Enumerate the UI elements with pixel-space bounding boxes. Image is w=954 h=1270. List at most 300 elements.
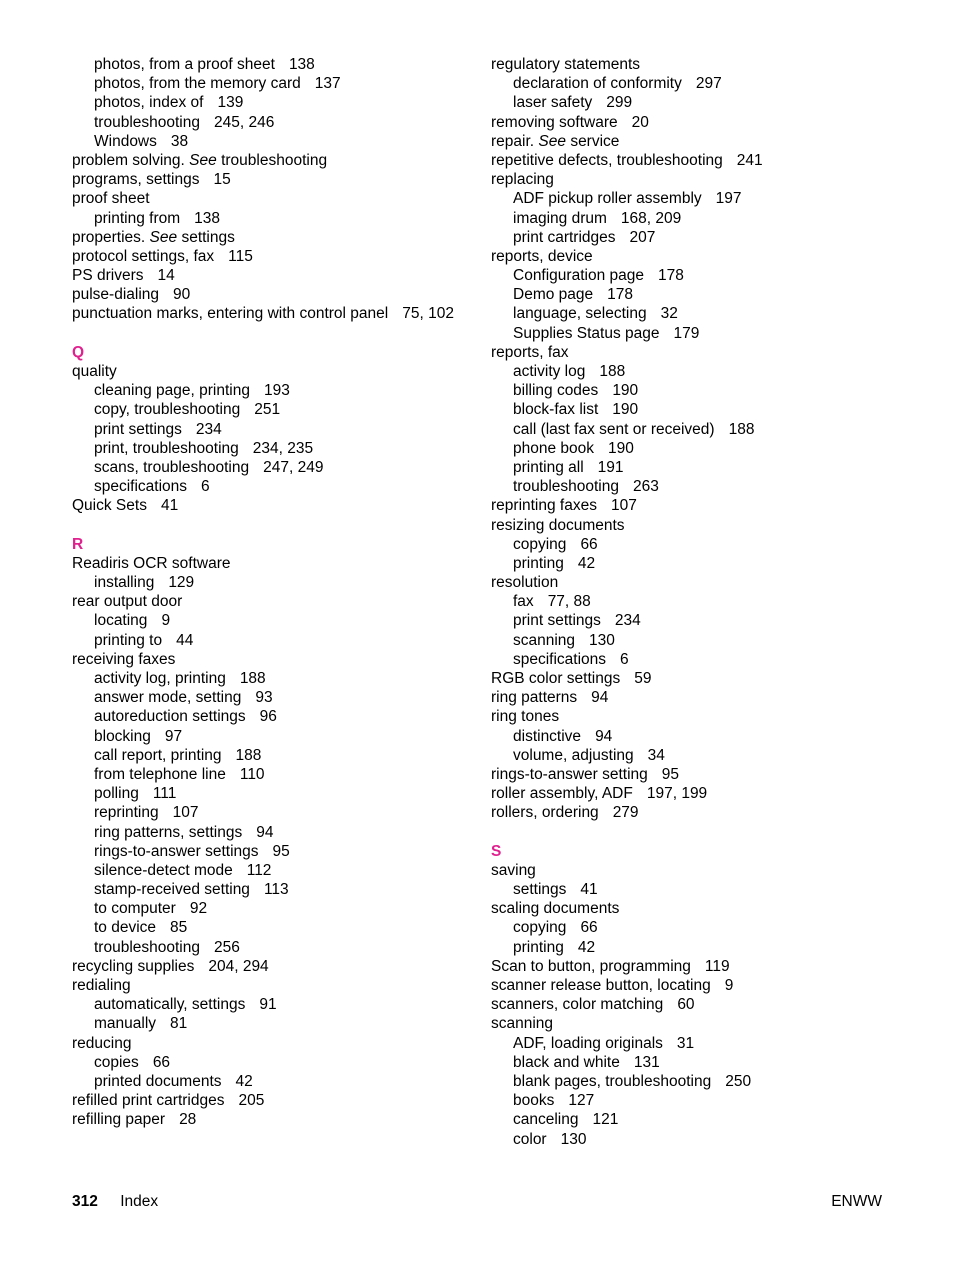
index-term: print cartridges bbox=[513, 228, 616, 246]
index-term: PS drivers bbox=[72, 267, 144, 285]
index-term: scanning bbox=[491, 1015, 554, 1033]
page-reference: 107 bbox=[610, 497, 637, 515]
index-entry bbox=[72, 304, 472, 323]
index-term: Configuration page bbox=[513, 267, 644, 285]
index-term: print settings bbox=[513, 612, 601, 630]
page-reference: 66 bbox=[580, 919, 598, 937]
index-entry bbox=[491, 861, 911, 880]
index-term: rings-to-answer setting bbox=[491, 765, 648, 783]
index-entry bbox=[491, 899, 911, 918]
index-entry bbox=[491, 765, 911, 784]
index-term: activity log, printing bbox=[94, 670, 226, 687]
index-subentry bbox=[491, 439, 911, 458]
index-term: saving bbox=[491, 861, 536, 879]
index-term: volume, adjusting bbox=[513, 746, 634, 764]
index-term: books bbox=[513, 1092, 555, 1110]
index-term: replacing bbox=[491, 171, 554, 189]
page-reference: 188 bbox=[728, 420, 755, 438]
index-subentry bbox=[72, 132, 472, 151]
page-reference: 41 bbox=[160, 497, 179, 515]
letter-heading: Q bbox=[72, 343, 85, 361]
see-reference-label: See bbox=[189, 151, 217, 169]
index-term: distinctive bbox=[513, 727, 582, 745]
index-term: repair. bbox=[491, 132, 535, 150]
index-subentry bbox=[491, 400, 911, 419]
page-reference: 197, 199 bbox=[646, 785, 708, 803]
page-reference: 94 bbox=[591, 689, 609, 707]
index-subentry bbox=[72, 113, 472, 132]
index-entry bbox=[72, 247, 472, 266]
page-reference: 44 bbox=[176, 631, 194, 649]
index-subentry bbox=[72, 746, 472, 765]
index-subentry bbox=[491, 420, 911, 439]
index-subentry bbox=[72, 803, 472, 822]
index-term: installing bbox=[94, 574, 155, 592]
index-term: refilled print cartridges bbox=[72, 1092, 225, 1110]
index-entry bbox=[72, 228, 472, 247]
index-entry bbox=[491, 573, 911, 592]
index-entry bbox=[491, 55, 911, 74]
index-term: printing from bbox=[94, 209, 181, 227]
index-subentry bbox=[491, 650, 911, 669]
page-reference: 190 bbox=[612, 382, 639, 400]
index-term: language, selecting bbox=[513, 305, 647, 323]
index-subentry bbox=[491, 1034, 911, 1053]
index-subentry bbox=[72, 1053, 472, 1072]
page-reference: 131 bbox=[633, 1053, 660, 1071]
index-subentry bbox=[72, 727, 472, 746]
page-reference: 6 bbox=[620, 650, 629, 668]
index-term: roller assembly, ADF bbox=[491, 785, 633, 803]
index-term: copying bbox=[513, 919, 567, 937]
page-reference: 138 bbox=[194, 209, 221, 227]
index-term: properties. bbox=[72, 228, 146, 246]
index-entry bbox=[72, 362, 472, 381]
index-entry bbox=[491, 1014, 911, 1033]
index-term: manually bbox=[94, 1015, 157, 1033]
index-subentry bbox=[491, 304, 911, 323]
index-term: printing to bbox=[94, 631, 163, 649]
page-reference: 95 bbox=[272, 842, 290, 860]
index-subentry bbox=[491, 1091, 911, 1110]
page-number: 312 bbox=[72, 1193, 98, 1210]
page-reference: 247, 249 bbox=[263, 458, 324, 476]
index-entry bbox=[491, 151, 911, 170]
index-subentry bbox=[491, 554, 911, 573]
index-column-left bbox=[72, 55, 472, 1130]
index-term: ADF pickup roller assembly bbox=[513, 190, 702, 208]
page-reference: 91 bbox=[259, 996, 277, 1014]
index-entry bbox=[491, 170, 911, 189]
page-reference: 139 bbox=[217, 94, 244, 112]
index-term: scaling documents bbox=[491, 900, 620, 918]
index-subentry bbox=[491, 1053, 911, 1072]
page-reference: 90 bbox=[173, 286, 191, 304]
page-reference: 112 bbox=[246, 861, 272, 879]
page-reference: 94 bbox=[595, 727, 613, 745]
index-subentry bbox=[491, 592, 911, 611]
index-entry bbox=[491, 113, 911, 132]
index-subentry bbox=[72, 477, 472, 496]
index-subentry bbox=[491, 727, 911, 746]
index-entry bbox=[72, 976, 472, 995]
page-reference: 59 bbox=[634, 670, 652, 687]
index-term: printing all bbox=[513, 458, 584, 476]
index-term: ADF, loading originals bbox=[513, 1034, 663, 1052]
index-term: troubleshooting bbox=[513, 478, 619, 496]
index-term: Supplies Status page bbox=[513, 324, 660, 342]
page-reference: 207 bbox=[629, 228, 656, 246]
page-reference: 129 bbox=[168, 574, 195, 592]
index-subentry bbox=[72, 631, 472, 650]
index-term: photos, index of bbox=[94, 94, 204, 112]
index-term: scanner release button, locating bbox=[491, 977, 711, 994]
see-reference-target: troubleshooting bbox=[221, 151, 328, 169]
index-subentry bbox=[72, 938, 472, 957]
page-footer bbox=[72, 1192, 882, 1212]
page-reference: 92 bbox=[189, 900, 208, 918]
page-reference: 251 bbox=[254, 401, 281, 419]
page-reference: 297 bbox=[695, 75, 722, 93]
page-reference: 85 bbox=[170, 919, 188, 937]
page-reference: 6 bbox=[201, 478, 210, 496]
index-term: reprinting faxes bbox=[491, 497, 597, 515]
see-reference-target: service bbox=[570, 132, 620, 150]
index-subentry bbox=[72, 669, 472, 688]
index-term: copy, troubleshooting bbox=[94, 401, 241, 419]
page-reference: 66 bbox=[580, 535, 598, 553]
page-reference: 32 bbox=[660, 305, 678, 323]
index-term: copies bbox=[94, 1053, 139, 1071]
index-term: silence-detect mode bbox=[94, 861, 233, 879]
index-subentry bbox=[491, 1072, 911, 1091]
index-term: reprinting bbox=[94, 804, 159, 822]
index-entry bbox=[491, 976, 911, 995]
index-entry bbox=[491, 496, 911, 515]
page-reference: 97 bbox=[164, 727, 183, 745]
index-subentry bbox=[72, 1072, 472, 1091]
index-subentry bbox=[72, 823, 472, 842]
index-term: reducing bbox=[72, 1034, 132, 1052]
page-reference: 28 bbox=[179, 1111, 197, 1129]
page-reference: 41 bbox=[580, 881, 598, 899]
page-reference: 241 bbox=[736, 151, 763, 169]
index-entry bbox=[72, 554, 472, 573]
index-subentry bbox=[72, 707, 472, 726]
index-term: proof sheet bbox=[72, 190, 150, 208]
index-term: autoreduction settings bbox=[94, 708, 246, 726]
index-term: Scan to button, programming bbox=[491, 957, 691, 975]
index-entry bbox=[72, 592, 472, 611]
page-reference: 93 bbox=[255, 689, 273, 707]
index-term: phone book bbox=[513, 439, 595, 457]
page-reference: 204, 294 bbox=[208, 957, 269, 975]
page-reference: 168, 209 bbox=[620, 209, 682, 227]
page-reference: 107 bbox=[172, 804, 199, 822]
index-entry bbox=[491, 957, 911, 976]
index-subentry bbox=[491, 74, 911, 93]
index-subentry bbox=[72, 209, 472, 228]
page-reference: 256 bbox=[214, 938, 240, 956]
index-term: quality bbox=[72, 363, 117, 380]
index-subentry bbox=[72, 458, 472, 477]
index-entry bbox=[72, 285, 472, 304]
page-reference: 263 bbox=[633, 478, 659, 496]
page-reference: 38 bbox=[170, 132, 189, 150]
index-entry bbox=[72, 957, 472, 976]
index-term: reports, fax bbox=[491, 343, 569, 361]
index-term: imaging drum bbox=[513, 209, 607, 227]
index-subentry bbox=[491, 1110, 911, 1129]
section-gap bbox=[72, 324, 472, 343]
index-entry bbox=[491, 669, 911, 688]
page-reference: 234, 235 bbox=[252, 439, 314, 457]
index-subentry bbox=[491, 458, 911, 477]
index-subentry bbox=[491, 362, 911, 381]
index-term: regulatory statements bbox=[491, 56, 641, 73]
page-reference: 137 bbox=[314, 75, 341, 93]
index-entry bbox=[491, 803, 911, 822]
index-term: Quick Sets bbox=[72, 497, 147, 515]
page-reference: 178 bbox=[658, 267, 684, 285]
index-entry bbox=[72, 266, 472, 285]
index-term: ring tones bbox=[491, 708, 560, 726]
index-term: recycling supplies bbox=[72, 957, 195, 975]
index-term: specifications bbox=[513, 650, 607, 668]
page-reference: 20 bbox=[631, 113, 649, 131]
index-term: repetitive defects, troubleshooting bbox=[491, 151, 723, 169]
page-reference: 190 bbox=[608, 439, 634, 457]
index-entry bbox=[72, 170, 472, 189]
index-subentry bbox=[72, 899, 472, 918]
index-term: printing bbox=[513, 554, 564, 572]
page-reference: 121 bbox=[592, 1111, 619, 1129]
page-reference: 42 bbox=[577, 938, 596, 956]
index-term: problem solving. bbox=[72, 151, 185, 169]
page-reference: 113 bbox=[263, 881, 289, 899]
page-reference: 130 bbox=[589, 631, 615, 649]
page-reference: 188 bbox=[235, 746, 262, 764]
index-term: laser safety bbox=[513, 94, 593, 112]
section-label: Index bbox=[120, 1193, 159, 1210]
index-term: from telephone line bbox=[94, 765, 226, 783]
index-term: declaration of conformity bbox=[513, 75, 682, 93]
index-subentry bbox=[491, 209, 911, 228]
page-reference: 197 bbox=[715, 190, 742, 208]
index-subentry bbox=[72, 765, 472, 784]
index-term: photos, from a proof sheet bbox=[94, 56, 275, 73]
index-term: reports, device bbox=[491, 247, 593, 265]
index-subentry bbox=[491, 381, 911, 400]
index-term: black and white bbox=[513, 1053, 620, 1071]
index-term: rollers, ordering bbox=[491, 804, 599, 822]
index-entry bbox=[491, 247, 911, 266]
index-subentry bbox=[72, 93, 472, 112]
letter-heading: S bbox=[491, 842, 502, 860]
index-entry bbox=[491, 132, 911, 151]
index-subentry bbox=[491, 477, 911, 496]
index-subentry bbox=[491, 285, 911, 304]
page-reference: 96 bbox=[259, 708, 277, 726]
index-subentry bbox=[491, 266, 911, 285]
index-subentry bbox=[72, 1014, 472, 1033]
page-reference: 75, 102 bbox=[402, 305, 454, 323]
index-term: to computer bbox=[94, 900, 176, 918]
index-subentry bbox=[72, 918, 472, 937]
page-reference: 94 bbox=[256, 823, 274, 841]
index-term: ring patterns bbox=[491, 689, 578, 707]
page-reference: 95 bbox=[661, 765, 680, 783]
index-entry bbox=[491, 343, 911, 362]
page-reference: 60 bbox=[677, 996, 695, 1014]
index-term: scans, troubleshooting bbox=[94, 458, 250, 476]
index-term: redialing bbox=[72, 977, 131, 994]
index-subentry bbox=[491, 611, 911, 630]
page-reference: 81 bbox=[170, 1015, 188, 1033]
index-term: blocking bbox=[94, 727, 151, 745]
index-term: answer mode, setting bbox=[94, 689, 242, 707]
index-term: print settings bbox=[94, 420, 182, 438]
page-reference: 234 bbox=[195, 420, 222, 438]
page-reference: 130 bbox=[560, 1130, 587, 1148]
section-gap bbox=[72, 516, 472, 535]
index-entry bbox=[72, 1034, 472, 1053]
page-reference: 31 bbox=[676, 1034, 695, 1052]
index-term: programs, settings bbox=[72, 171, 200, 189]
index-term: protocol settings, fax bbox=[72, 247, 215, 265]
index-term: polling bbox=[94, 785, 139, 803]
index-term: punctuation marks, entering with control panel bbox=[72, 305, 389, 323]
page-reference: 205 bbox=[238, 1092, 265, 1110]
page-reference: 245, 246 bbox=[214, 113, 275, 131]
index-term: photos, from the memory card bbox=[94, 75, 301, 93]
page-reference: 9 bbox=[724, 977, 734, 994]
index-term: call (last fax sent or received) bbox=[513, 420, 715, 438]
index-entry bbox=[491, 995, 911, 1014]
see-reference-label: See bbox=[149, 228, 178, 246]
index-term: rear output door bbox=[72, 593, 183, 611]
index-term: printing bbox=[513, 938, 564, 956]
page-reference: 9 bbox=[161, 612, 171, 630]
index-subentry bbox=[72, 611, 472, 630]
page-reference: 14 bbox=[157, 267, 175, 285]
index-subentry bbox=[72, 420, 472, 439]
index-subentry bbox=[491, 918, 911, 937]
index-term: print, troubleshooting bbox=[94, 439, 239, 457]
index-term: cleaning page, printing bbox=[94, 382, 250, 400]
page-reference: 42 bbox=[577, 554, 596, 572]
index-subentry bbox=[491, 189, 911, 208]
index-subentry bbox=[72, 55, 472, 74]
index-term: call report, printing bbox=[94, 746, 222, 764]
index-subentry bbox=[72, 880, 472, 899]
index-subentry bbox=[491, 93, 911, 112]
index-subentry bbox=[72, 861, 472, 880]
index-term: activity log bbox=[513, 363, 586, 380]
page-reference: 119 bbox=[704, 957, 730, 975]
page-reference: 188 bbox=[599, 363, 626, 380]
letter-heading: R bbox=[72, 535, 84, 553]
index-column-right bbox=[491, 55, 911, 1149]
index-subentry bbox=[491, 1130, 911, 1149]
page-reference: 250 bbox=[725, 1072, 752, 1090]
page-reference: 138 bbox=[288, 56, 315, 73]
page-reference: 299 bbox=[606, 94, 633, 112]
index-term: resolution bbox=[491, 574, 559, 592]
see-reference-label: See bbox=[538, 132, 566, 150]
index-term: pulse-dialing bbox=[72, 286, 160, 304]
index-term: Windows bbox=[94, 132, 157, 150]
index-subentry bbox=[72, 842, 472, 861]
page-reference: 191 bbox=[597, 458, 624, 476]
page-reference: 77, 88 bbox=[547, 593, 591, 611]
index-subentry bbox=[491, 535, 911, 554]
page-reference: 42 bbox=[235, 1072, 253, 1090]
index-term: receiving faxes bbox=[72, 650, 176, 668]
page-reference: 188 bbox=[239, 670, 266, 687]
index-term: locating bbox=[94, 612, 148, 630]
index-term: scanners, color matching bbox=[491, 996, 664, 1014]
index-term: automatically, settings bbox=[94, 996, 246, 1014]
index-subentry bbox=[491, 880, 911, 899]
index-term: troubleshooting bbox=[94, 113, 200, 131]
index-term: troubleshooting bbox=[94, 938, 200, 956]
index-term: scanning bbox=[513, 631, 576, 649]
index-subentry bbox=[491, 746, 911, 765]
page-reference: 115 bbox=[228, 247, 253, 265]
index-subentry bbox=[491, 631, 911, 650]
index-subentry bbox=[72, 381, 472, 400]
index-subentry bbox=[72, 573, 472, 592]
index-term: RGB color settings bbox=[491, 670, 621, 687]
index-entry bbox=[72, 650, 472, 669]
index-entry bbox=[491, 688, 911, 707]
index-term: blank pages, troubleshooting bbox=[513, 1072, 712, 1090]
index-entry bbox=[491, 516, 911, 535]
index-term: ring patterns, settings bbox=[94, 823, 243, 841]
index-term: to device bbox=[94, 919, 157, 937]
page-reference: 179 bbox=[673, 324, 700, 342]
index-term: canceling bbox=[513, 1111, 579, 1129]
index-term: refilling paper bbox=[72, 1111, 166, 1129]
index-entry bbox=[491, 707, 911, 726]
index-subentry bbox=[72, 74, 472, 93]
index-entry bbox=[72, 151, 472, 170]
index-entry bbox=[491, 784, 911, 803]
index-term: color bbox=[513, 1130, 547, 1148]
index-term: removing software bbox=[491, 113, 618, 131]
index-subentry bbox=[72, 400, 472, 419]
page-reference: 190 bbox=[612, 401, 639, 419]
page-reference: 127 bbox=[568, 1092, 595, 1110]
page-reference: 193 bbox=[263, 382, 290, 400]
page-reference: 111 bbox=[152, 785, 177, 803]
index-term: Demo page bbox=[513, 286, 594, 304]
index-term: rings-to-answer settings bbox=[94, 842, 259, 860]
index-subentry bbox=[72, 995, 472, 1014]
index-subentry bbox=[72, 784, 472, 803]
index-subentry bbox=[491, 324, 911, 343]
index-term: block-fax list bbox=[513, 401, 599, 419]
index-term: Readiris OCR software bbox=[72, 554, 231, 572]
page-reference: 34 bbox=[647, 746, 665, 764]
page-reference: 66 bbox=[152, 1053, 171, 1071]
index-term: specifications bbox=[94, 478, 188, 496]
index-term: billing codes bbox=[513, 382, 599, 400]
see-reference-target: settings bbox=[181, 228, 235, 246]
index-subentry bbox=[491, 938, 911, 957]
index-term: printed documents bbox=[94, 1072, 222, 1090]
